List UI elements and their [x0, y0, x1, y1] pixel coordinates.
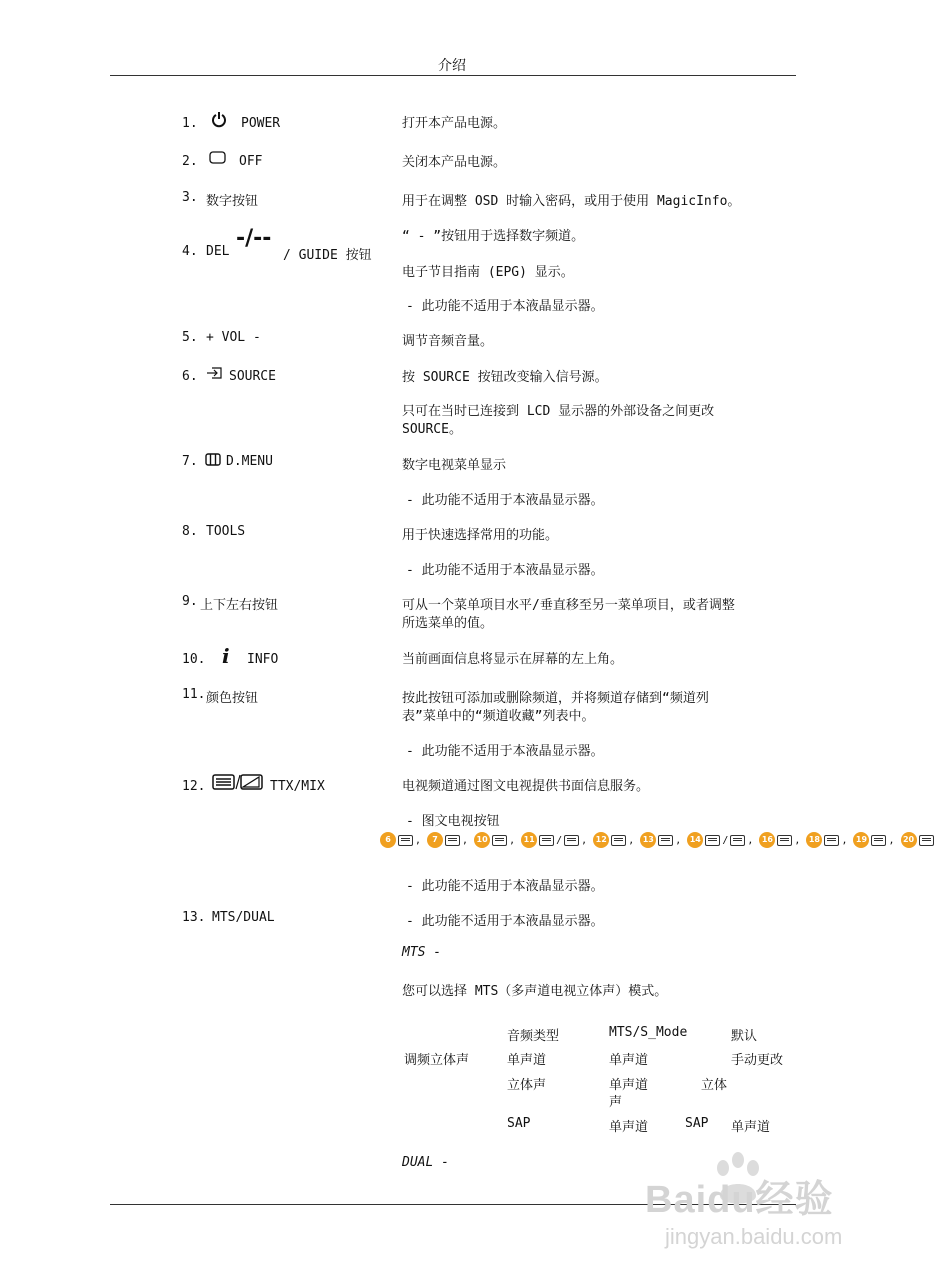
- row-8-note: - 此功能不适用于本液晶显示器。: [406, 563, 604, 578]
- mts-cell: 手动更改: [731, 1053, 784, 1068]
- ttx-chip: 11: [521, 832, 537, 848]
- row-11-note: - 此功能不适用于本液晶显示器。: [406, 744, 604, 759]
- row-11-desc-2: 表”菜单中的“频道收藏”列表中。: [402, 709, 595, 724]
- row-5-label: + VOL -: [206, 330, 261, 345]
- mts-table-row-label: 调频立体声: [404, 1053, 470, 1068]
- mts-heading: MTS -: [402, 945, 442, 960]
- power-icon: [211, 111, 227, 127]
- dmenu-icon: [205, 453, 221, 466]
- teletext-button-icon: [730, 835, 745, 846]
- mts-cell: SAP: [507, 1116, 531, 1131]
- ttx-chip: 6: [380, 832, 396, 848]
- mts-table-header-3: 默认: [731, 1029, 758, 1044]
- row-10-num: 10.: [182, 652, 206, 667]
- row-6-label: SOURCE: [229, 369, 276, 384]
- teletext-button-icon: [919, 835, 934, 846]
- row-4-label-post: / GUIDE 按钮: [283, 248, 372, 263]
- del-dash-icon: -/--: [236, 226, 272, 251]
- row-3-label: 数字按钮: [206, 194, 259, 209]
- off-icon: [209, 151, 226, 164]
- ttx-chip: 16: [759, 832, 775, 848]
- watermark-brand: Baidu经验: [645, 1179, 834, 1221]
- row-2-label: OFF: [239, 154, 263, 169]
- row-8-num: 8.: [182, 524, 198, 539]
- ttx-mix-icon: [212, 774, 264, 790]
- teletext-button-icon: [705, 835, 720, 846]
- mts-cell-wrap: 声: [609, 1095, 623, 1110]
- mts-desc: 您可以选择 MTS（多声道电视立体声）模式。: [402, 984, 668, 999]
- row-4-desc-1: “ - ”按钮用于选择数字频道。: [402, 229, 585, 244]
- page-header-title: 介绍: [438, 58, 466, 74]
- row-7-num: 7.: [182, 454, 198, 469]
- row-13-num: 13.: [182, 910, 206, 925]
- ttx-chip: 7: [427, 832, 443, 848]
- header-rule: [110, 75, 796, 76]
- row-7-desc: 数字电视菜单显示: [402, 458, 507, 473]
- row-1-desc: 打开本产品电源。: [402, 116, 507, 131]
- teletext-button-icon: [824, 835, 839, 846]
- row-13-note: - 此功能不适用于本液晶显示器。: [406, 914, 604, 929]
- teletext-button-icon: [611, 835, 626, 846]
- row-4-label-pre: DEL: [206, 244, 230, 259]
- row-2-num: 2.: [182, 154, 198, 169]
- row-7-label: D.MENU: [226, 454, 273, 469]
- row-1-label: POWER: [241, 116, 281, 131]
- row-3-desc: 用于在调整 OSD 时输入密码，或用于使用 MagicInfo。: [402, 194, 741, 209]
- row-5-num: 5.: [182, 330, 198, 345]
- ttx-chip: 19: [853, 832, 869, 848]
- ttx-chip: 10: [474, 832, 490, 848]
- row-11-desc-1: 按此按钮可添加或删除频道，并将频道存储到“频道列: [402, 691, 709, 706]
- row-4-desc-2: 电子节目指南 (EPG) 显示。: [402, 265, 574, 280]
- row-2-desc: 关闭本产品电源。: [402, 155, 507, 170]
- watermark-url: jingyan.baidu.com: [665, 1224, 843, 1249]
- teletext-button-icon: [658, 835, 673, 846]
- row-1-num: 1.: [182, 116, 198, 131]
- mts-cell: 立体: [701, 1078, 728, 1093]
- row-8-desc: 用于快速选择常用的功能。: [402, 528, 559, 543]
- mts-cell: 单声道: [609, 1078, 649, 1093]
- mts-table-header-1: 音频类型: [507, 1029, 560, 1044]
- row-11-label: 颜色按钮: [206, 691, 259, 706]
- mts-cell: 立体声: [507, 1078, 547, 1093]
- source-icon: [206, 367, 223, 379]
- ttx-button-strip: 6 , 7 , 10 , 11 / , 12 , 13 , 14 / , 16 , 18 , 19 , 20: [380, 832, 936, 848]
- mts-cell: 单声道: [731, 1120, 771, 1135]
- row-12-desc: 电视频道通过图文电视提供书面信息服务。: [402, 779, 650, 794]
- teletext-button-icon: [539, 835, 554, 846]
- row-9-desc-1: 可从一个菜单项目水平/垂直移至另一菜单项目，或者调整: [402, 598, 735, 613]
- row-9-num: 9.: [182, 594, 198, 609]
- row-8-label: TOOLS: [206, 524, 246, 539]
- row-10-desc: 当前画面信息将显示在屏幕的左上角。: [402, 652, 624, 667]
- ttx-chip: 13: [640, 832, 656, 848]
- dual-heading: DUAL -: [402, 1155, 449, 1170]
- row-13-label: MTS/DUAL: [212, 910, 275, 925]
- teletext-button-icon: [777, 835, 792, 846]
- row-12-num: 12.: [182, 779, 206, 794]
- ttx-chip: 20: [901, 832, 917, 848]
- ttx-chip: 14: [687, 832, 703, 848]
- info-icon: i: [222, 644, 230, 668]
- row-4-num: 4.: [182, 244, 198, 259]
- row-4-note: - 此功能不适用于本液晶显示器。: [406, 299, 604, 314]
- mts-cell: 单声道: [609, 1120, 649, 1135]
- ttx-chip: 18: [806, 832, 822, 848]
- row-6-desc-1: 按 SOURCE 按钮改变输入信号源。: [402, 370, 608, 385]
- teletext-button-icon: [445, 835, 460, 846]
- row-12-label: TTX/MIX: [270, 779, 325, 794]
- row-11-num: 11.: [182, 687, 206, 702]
- row-5-desc: 调节音频音量。: [402, 334, 494, 349]
- ttx-chip: 12: [593, 832, 609, 848]
- mts-cell: 单声道: [609, 1053, 649, 1068]
- teletext-button-icon: [871, 835, 886, 846]
- mts-cell: 单声道: [507, 1053, 547, 1068]
- mts-cell: SAP: [685, 1116, 709, 1131]
- row-9-desc-2: 所选菜单的值。: [402, 616, 494, 631]
- row-10-label: INFO: [247, 652, 279, 667]
- teletext-button-icon: [564, 835, 579, 846]
- row-6-desc-2b: SOURCE。: [402, 422, 462, 437]
- row-12-note: - 此功能不适用于本液晶显示器。: [406, 879, 604, 894]
- row-3-num: 3.: [182, 190, 198, 205]
- teletext-button-icon: [492, 835, 507, 846]
- row-9-label: 上下左右按钮: [200, 598, 279, 613]
- mts-table-header-2: MTS/S_Mode: [609, 1025, 688, 1040]
- row-6-num: 6.: [182, 369, 198, 384]
- row-7-note: - 此功能不适用于本液晶显示器。: [406, 493, 604, 508]
- row-6-desc-2a: 只可在当时已连接到 LCD 显示器的外部设备之间更改: [402, 404, 715, 419]
- teletext-button-icon: [398, 835, 413, 846]
- row-12-sub: - 图文电视按钮: [406, 814, 500, 829]
